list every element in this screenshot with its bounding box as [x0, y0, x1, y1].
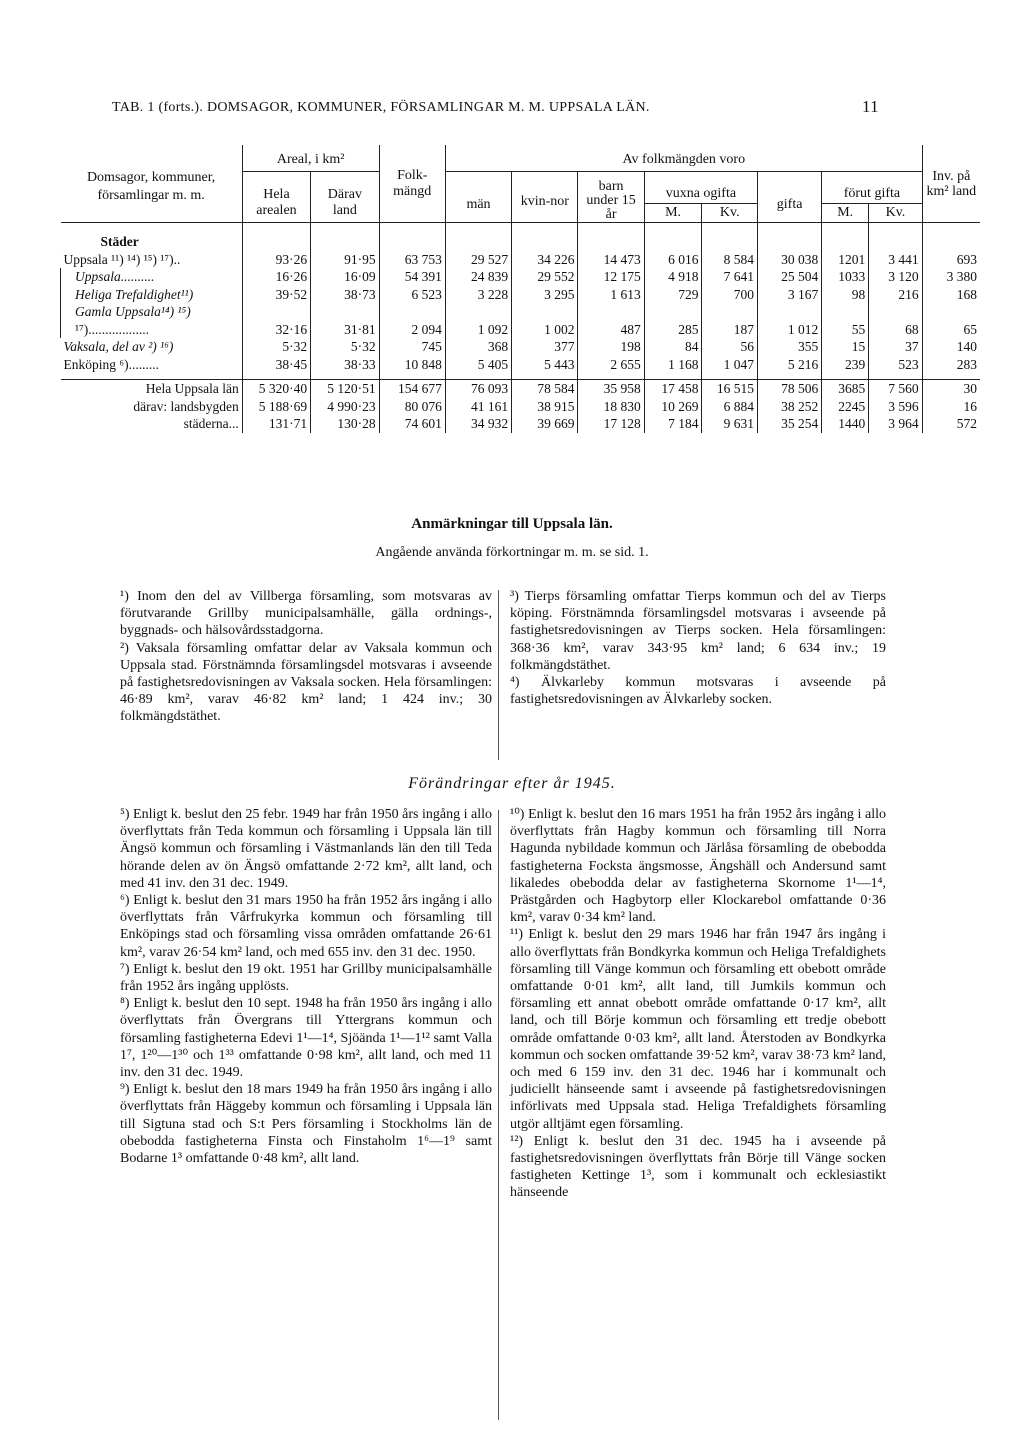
cell: 5 216 [758, 356, 822, 374]
cell: 15 [822, 338, 869, 356]
cell: 84 [644, 338, 702, 356]
cell: 3 120 [869, 268, 922, 286]
cell: 16·09 [311, 268, 379, 286]
change-11: ¹¹) Enligt k. beslut den 29 mars 1946 har från 1947 års ingång i allo överflyttats från Bondkyrka kommun och Heliga Trefaldighets församling till Vänge kommun och församling ett obebott område omfattande 0·01 km², allt land, till Jumkils kommun och församling ett annat obebott område omfattande 0·17 km², allt land, och till Börje kommun och församling ett tredje obebott område omfattande 0·03 km², allt land. Återstoden av Bondkyrka kommun och socken omfattande 39·52 km², varav 38·73 km² land, och med 6 159 inv. den 31 dec. 1946 har i kommunalt och judiciellt hänseende samt i avseende på fastighetsredovisningen införlivats med Uppsala stad. Heliga Trefaldighets församling utgör alltjämt egen församling. [510, 927, 886, 1132]
cell: 1 613 [578, 286, 644, 304]
cell: 5 320·40 [242, 380, 310, 398]
cell: 16·26 [242, 268, 310, 286]
cell: 130·28 [311, 415, 379, 433]
cell [644, 303, 702, 321]
col-header-fg-kv: Kv. [869, 203, 922, 222]
note-2: ²) Vaksala församling omfattar delar av Vaksala kommun och Uppsala stad. Förstnämnda församlingsdel motsvaras i avseende på fastighetsredovisningen av Vaksala socken. Hela församlingen: 46·89 km², varav 46·82 km² land; 1 424 inv.; 30 folkmängdstäthet. [120, 640, 492, 725]
cell: 1033 [822, 268, 869, 286]
cell: 2245 [822, 398, 869, 416]
row-label: Uppsala ¹¹) ¹⁴) ¹⁵) ¹⁷).. [63, 251, 181, 267]
column-divider-2 [498, 810, 499, 1420]
col-header-name: Domsagor, kommuner, församlingar m. m. [61, 145, 243, 223]
change-5: ⁵) Enligt k. beslut den 25 febr. 1949 har från 1950 års ingång i allo överflyttats från Teda kommun och församling i Uppsala län till Ängsö kommun och församling i Västmanlands län den till Teda hörande delen av ön Ängsö omfattande 2·72 km², allt land, och med 41 inv. den 31 dec. 1949. [120, 807, 492, 891]
changes-right-column [510, 806, 886, 1202]
cell: 35 254 [758, 415, 822, 433]
cell: 8 584 [702, 251, 758, 269]
cell: 38·33 [311, 356, 379, 374]
notes-subheading: Angående använda förkortningar m. m. se sid. 1. [375, 545, 649, 560]
cell: 98 [822, 286, 869, 304]
cell: 4 990·23 [311, 398, 379, 416]
cell: 24 839 [445, 268, 511, 286]
col-header-folk: Folk-mängd [379, 145, 445, 223]
changes-heading: Förändringar efter år 1945. [408, 775, 616, 792]
col-header-kvinnor: kvin-nor [512, 172, 578, 223]
cell: 31·81 [311, 321, 379, 339]
cell: 5 405 [445, 356, 511, 374]
cell: 168 [922, 286, 980, 304]
row-label: Hela Uppsala län [61, 380, 243, 398]
cell: 187 [702, 321, 758, 339]
notes-left-column [120, 588, 492, 726]
running-header: TAB. 1 (forts.). DOMSAGOR, KOMMUNER, FÖRSAMLINGAR M. M. UPPSALA LÄN. [112, 100, 650, 115]
row-label: ¹⁷).................. [61, 321, 243, 339]
total-row [61, 380, 981, 398]
note-3: ³) Tierps församling omfattar Tierps kommun och del av Tierps köping. Förstnämnda församlingsdel motsvaras i avseende på fastighetsredovisningen av Tierps socken. Hela församlingen: 368·36 km², varav 343·95 km² land; 6 634 inv.; 19 folkmängdstäthet. [510, 589, 886, 673]
cell: 7 184 [644, 415, 702, 433]
change-10: ¹⁰) Enligt k. beslut den 16 mars 1951 ha från 1952 års ingång i allo överflyttats från Hagby kommun och församling till Norra Hagunda nybildade kommun och Järlåsa församling de obebodda fastigheterna Fockstа ängsmosse, Ängshäll och Andersund samt likaledes obebodda delar av fastigheterna Skornome 1¹—1⁴, Prästgården och Hagbytorp eller Klockarebol omfattande 0·36 km², varav 0·34 km² land. [510, 807, 886, 926]
cell: 523 [869, 356, 922, 374]
change-9: ⁹) Enligt k. beslut den 18 mars 1949 ha från 1950 års ingång i allo överflyttats från Häggeby kommun och församling i Uppsala län till Sigtuna stad och S:t Pers församling i Stockholms län de obebodda fastigheterna Finsta och Finstaholm 1⁶—1⁹ samt Bodarne 1³ omfattande 0·48 km², allt land. [120, 1082, 492, 1167]
col-header-darav: Därav land [311, 172, 379, 223]
cell: 39·52 [242, 286, 310, 304]
cell: 700 [702, 286, 758, 304]
cell: 7 560 [869, 380, 922, 398]
col-header-av-folk: Av folkmängden voro [445, 145, 922, 172]
col-header-forut-gifta: förut gifta [822, 172, 922, 204]
cell: 10 269 [644, 398, 702, 416]
cell: 29 527 [445, 251, 511, 269]
cell: 93·26 [242, 251, 310, 269]
col-header-hela: Hela arealen [242, 172, 310, 223]
total-row [61, 415, 981, 433]
cell: 68 [869, 321, 922, 339]
row-label: Enköping ⁶)......... [63, 356, 159, 372]
row-label: Heliga Trefaldighet¹¹) [61, 286, 243, 304]
cell: 140 [922, 338, 980, 356]
total-row [61, 398, 981, 416]
cell: 1 047 [702, 356, 758, 374]
cell: 1 168 [644, 356, 702, 374]
cell: 39 669 [512, 415, 578, 433]
change-7: ⁷) Enligt k. beslut den 19 okt. 1951 har Grillby municipalsamhälle från 1952 års ingång upplösts. [120, 961, 492, 995]
notes-heading: Anmärkningar till Uppsala län. [411, 516, 613, 532]
table-row [61, 321, 981, 339]
col-header-barn: barn under 15 år [578, 172, 644, 223]
cell: 80 076 [379, 398, 445, 416]
column-divider [498, 590, 499, 760]
cell: 3 964 [869, 415, 922, 433]
statistics-table [60, 145, 980, 433]
row-label: städerna... [183, 416, 239, 431]
cell: 41 161 [445, 398, 511, 416]
table-row [61, 286, 981, 304]
col-header-vo-kv: Kv. [702, 203, 758, 222]
cell: 154 677 [379, 380, 445, 398]
cell: 6 523 [379, 286, 445, 304]
cell: 78 506 [758, 380, 822, 398]
notes-right-column [510, 588, 886, 708]
section-label: Städer [100, 234, 139, 249]
cell: 3 295 [512, 286, 578, 304]
cell: 38·45 [242, 356, 310, 374]
cell: 9 631 [702, 415, 758, 433]
cell [311, 303, 379, 321]
cell: 693 [922, 251, 980, 269]
cell: 239 [822, 356, 869, 374]
cell: 7 641 [702, 268, 758, 286]
cell: 38 252 [758, 398, 822, 416]
cell: 377 [512, 338, 578, 356]
cell: 1 002 [512, 321, 578, 339]
cell: 32·16 [242, 321, 310, 339]
cell [922, 303, 980, 321]
cell [242, 303, 310, 321]
col-header-vuxna-ogifta: vuxna ogifta [644, 172, 757, 204]
cell: 34 226 [512, 251, 578, 269]
cell: 18 830 [578, 398, 644, 416]
table-row [61, 338, 981, 356]
cell: 63 753 [379, 251, 445, 269]
cell: 55 [822, 321, 869, 339]
cell [822, 303, 869, 321]
table-row [61, 303, 981, 321]
cell: 216 [869, 286, 922, 304]
note-4: ⁴) Älvkarleby kommun motsvaras i avseende på fastighetsredovisningen av Älvkarleby socken. [510, 675, 886, 708]
cell: 17 128 [578, 415, 644, 433]
cell: 5·32 [311, 338, 379, 356]
cell: 5 443 [512, 356, 578, 374]
cell: 1 092 [445, 321, 511, 339]
cell: 12 175 [578, 268, 644, 286]
cell: 3 441 [869, 251, 922, 269]
cell: 5 120·51 [311, 380, 379, 398]
change-8: ⁸) Enligt k. beslut den 10 sept. 1948 ha från 1950 års ingång i allo överflyttats från Övergrans till Yttergrans kommun och församling fastigheterna Edevi 1¹—1⁴, Sjöända 1¹—1¹² samt Valla 1⁷, 1²⁰—1³⁰ och 1³³ omfattande 0·98 km², allt land, och med 11 inv. den 31 dec. 1949. [120, 996, 492, 1081]
cell [702, 303, 758, 321]
cell: 30 038 [758, 251, 822, 269]
cell: 16 [922, 398, 980, 416]
changes-left-column [120, 806, 492, 1167]
col-header-inv: Inv. på km² land [922, 145, 980, 223]
cell: 1 012 [758, 321, 822, 339]
cell: 131·71 [242, 415, 310, 433]
cell: 3 596 [869, 398, 922, 416]
cell: 3685 [822, 380, 869, 398]
cell: 283 [922, 356, 980, 374]
cell: 17 458 [644, 380, 702, 398]
col-header-gifta: gifta [758, 172, 822, 223]
cell: 10 848 [379, 356, 445, 374]
cell: 76 093 [445, 380, 511, 398]
cell: 6 016 [644, 251, 702, 269]
page-number: 11 [862, 97, 879, 116]
change-6: ⁶) Enligt k. beslut den 31 mars 1950 ha från 1952 års ingång i allo överflyttats från Vårfrukyrka kommun och församling till Enköpings stad och församling vissa områden omfattande 26·61 km², varav 26·54 km² land, och med 655 inv. den 31 dec. 1950. [120, 893, 492, 960]
cell: 91·95 [311, 251, 379, 269]
cell: 5·32 [242, 338, 310, 356]
cell: 487 [578, 321, 644, 339]
cell: 65 [922, 321, 980, 339]
cell [445, 303, 511, 321]
cell: 368 [445, 338, 511, 356]
cell: 78 584 [512, 380, 578, 398]
note-1: ¹) Inom den del av Villberga församling, som motsvaras av förutvarande Grillby municipalsamhälle, gälla ordnings-, byggnads- och hälsovårdsstadgorna. [120, 589, 492, 639]
col-header-man: män [445, 172, 511, 223]
cell: 14 473 [578, 251, 644, 269]
cell: 29 552 [512, 268, 578, 286]
cell: 6 884 [702, 398, 758, 416]
cell: 37 [869, 338, 922, 356]
row-label: därav: landsbygden [133, 398, 239, 414]
col-header-areal: Areal, i km² [242, 145, 379, 172]
cell: 35 958 [578, 380, 644, 398]
cell: 355 [758, 338, 822, 356]
cell: 38·73 [311, 286, 379, 304]
cell: 2 655 [578, 356, 644, 374]
table-row [61, 268, 981, 286]
cell: 38 915 [512, 398, 578, 416]
cell [758, 303, 822, 321]
table-row [61, 251, 981, 269]
cell [379, 303, 445, 321]
cell [512, 303, 578, 321]
cell: 285 [644, 321, 702, 339]
row-label: Vaksala, del av ²) ¹⁶) [63, 339, 174, 354]
cell: 3 167 [758, 286, 822, 304]
cell: 198 [578, 338, 644, 356]
cell: 54 391 [379, 268, 445, 286]
cell: 56 [702, 338, 758, 356]
cell: 4 918 [644, 268, 702, 286]
cell [869, 303, 922, 321]
cell: 30 [922, 380, 980, 398]
cell: 729 [644, 286, 702, 304]
row-label: Uppsala.......... [61, 268, 243, 286]
cell: 74 601 [379, 415, 445, 433]
cell: 16 515 [702, 380, 758, 398]
cell [578, 303, 644, 321]
cell: 1201 [822, 251, 869, 269]
cell: 34 932 [445, 415, 511, 433]
table-row [61, 356, 981, 374]
col-header-fg-m: M. [822, 203, 869, 222]
cell: 2 094 [379, 321, 445, 339]
cell: 572 [922, 415, 980, 433]
col-header-vo-m: M. [644, 203, 702, 222]
cell: 25 504 [758, 268, 822, 286]
cell: 3 380 [922, 268, 980, 286]
cell: 5 188·69 [242, 398, 310, 416]
cell: 3 228 [445, 286, 511, 304]
row-label: Gamla Uppsala¹⁴) ¹⁵) [61, 303, 243, 321]
cell: 1440 [822, 415, 869, 433]
change-12: ¹²) Enligt k. beslut den 31 dec. 1945 ha i avseende på fastighetsredovisningen överflyttats från Börje till Vänge socken fastigheten Kettinge 1³, som i kommunalt och ecklesiastikt hänseende [510, 1133, 886, 1201]
cell: 745 [379, 338, 445, 356]
